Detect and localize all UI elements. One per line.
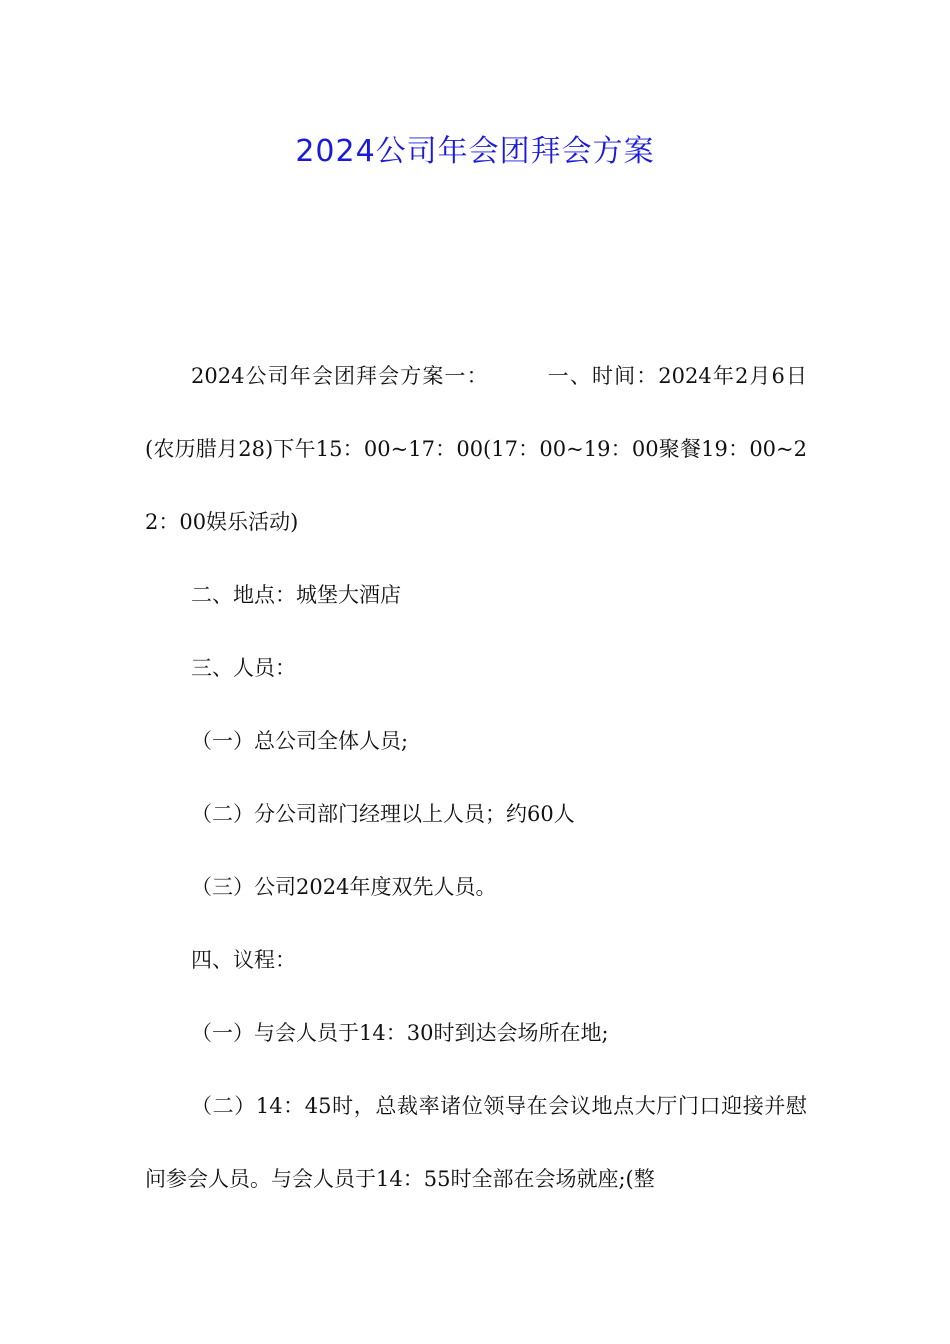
paragraph-agenda-2: （二）14：45时，总裁率诸位领导在会议地点大厅门口迎接并慰问参会人员。与会人员于14：55时全部在会场就座;(整: [145, 1094, 807, 1191]
paragraph-attendees-heading: 三、人员：: [191, 656, 296, 680]
paragraph-time: [145, 340, 807, 559]
paragraph-location: 二、地点：城堡大酒店: [191, 583, 401, 607]
paragraph-agenda-heading: 四、议程：: [191, 948, 296, 972]
intro-heading: 2024公司年会团拜会方案一：: [191, 364, 489, 388]
document-title: 2024公司年会团拜会方案: [295, 134, 655, 169]
paragraph-attendees-3: （三）公司2024年度双先人员。: [191, 875, 497, 899]
paragraph-attendees-1: （一）总公司全体人员;: [191, 729, 409, 753]
time-text: 一、时间：2024年2月6日(农历腊月28)下午15：00~17：00(17：00~19：00聚餐19：00~22：00娱乐活动): [145, 364, 807, 534]
document-body: [145, 340, 807, 1216]
paragraph-attendees-2: （二）分公司部门经理以上人员；约60人: [191, 802, 575, 826]
paragraph-agenda-1: （一）与会人员于14：30时到达会场所在地;: [191, 1021, 609, 1045]
